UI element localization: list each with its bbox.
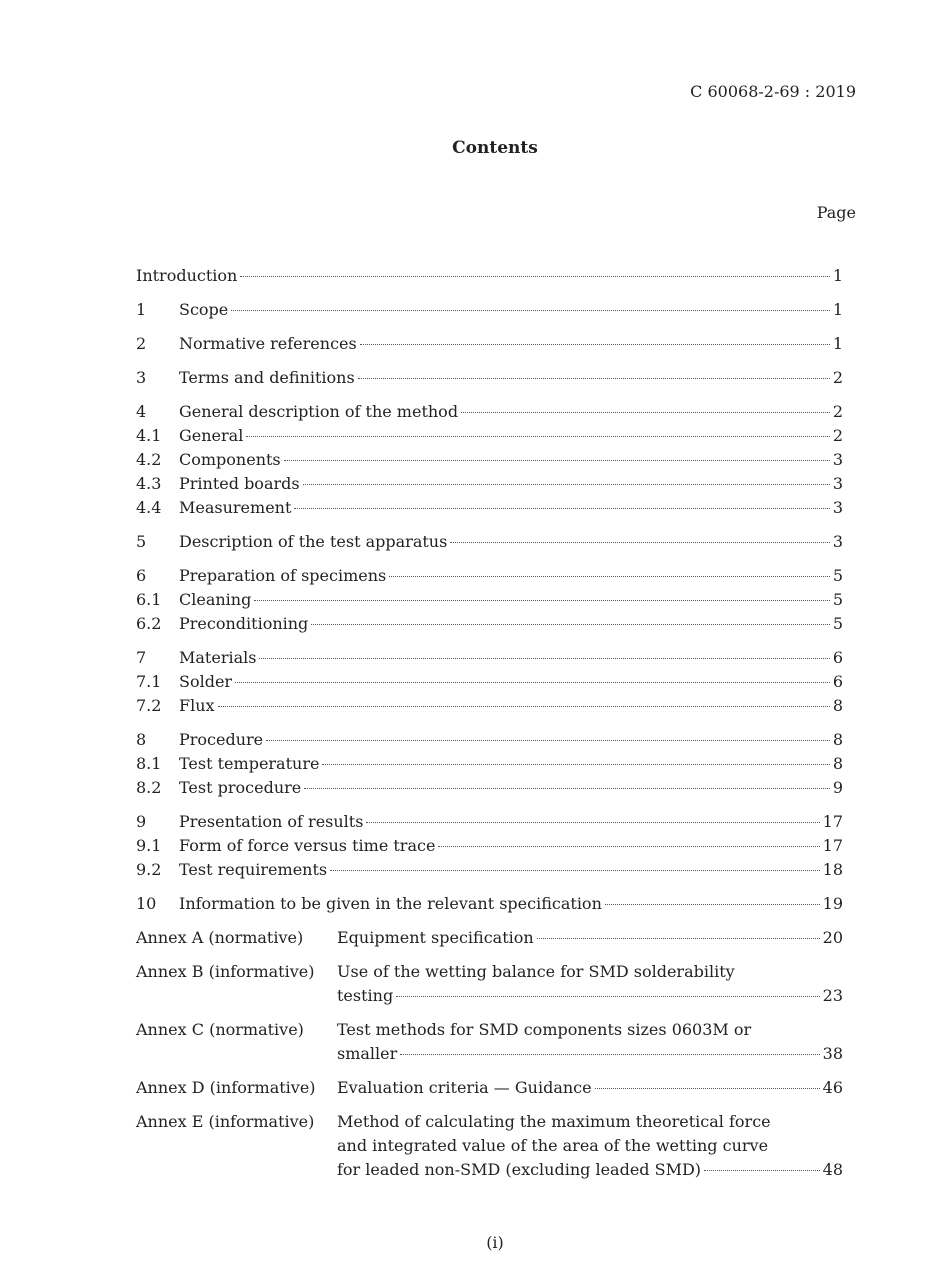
toc-entry-title: Preconditioning [179, 614, 309, 633]
toc-entry-page: 2 [832, 426, 843, 445]
annex-page: 23 [822, 986, 843, 1005]
toc-entry-title: Scope [179, 300, 229, 319]
toc-entry-title: Preparation of specimens [179, 566, 387, 585]
toc-entry-page: 8 [832, 730, 843, 749]
dot-leader [396, 996, 819, 997]
dot-leader [450, 542, 830, 543]
dot-leader [294, 508, 829, 509]
toc-entry-number: 1 [136, 300, 147, 319]
toc-entry-page: 8 [832, 696, 843, 715]
annex-label: Annex B (informative) [136, 962, 315, 981]
dot-leader [537, 938, 820, 939]
annex-entry[interactable] [136, 1110, 843, 1182]
toc-entry-number: 9.1 [136, 836, 162, 855]
toc-entry[interactable] [136, 530, 843, 554]
dot-leader [461, 412, 830, 413]
annex-entry[interactable] [136, 960, 843, 1008]
toc-entry[interactable] [136, 612, 843, 636]
toc-entry-title: Presentation of results [179, 812, 364, 831]
annex-title-line: Equipment specification [337, 928, 534, 947]
toc-entry-page: 17 [822, 836, 843, 855]
annex-label: Annex E (informative) [136, 1112, 315, 1131]
annex-title-line: and integrated value of the area of the wetting curve [337, 1136, 769, 1155]
toc-entry-title: Solder [179, 672, 233, 691]
toc-entry-title: Printed boards [179, 474, 300, 493]
toc-entry[interactable] [136, 472, 843, 496]
toc-entry-number: 8.2 [136, 778, 162, 797]
annex-page: 46 [822, 1078, 843, 1097]
toc-entry-page: 5 [832, 614, 843, 633]
toc-entry-number: 5 [136, 532, 147, 551]
toc-group [136, 646, 843, 718]
table-of-contents [136, 264, 843, 1192]
toc-entry-number: 4.3 [136, 474, 162, 493]
toc-entry-number: 4 [136, 402, 147, 421]
toc-entry[interactable] [136, 646, 843, 670]
toc-entry-number: 7.1 [136, 672, 162, 691]
dot-leader [360, 344, 830, 345]
dot-leader [303, 484, 830, 485]
dot-leader [389, 576, 830, 577]
toc-entry-number: 9 [136, 812, 147, 831]
dot-leader [704, 1170, 820, 1171]
toc-entry-title: Test requirements [179, 860, 328, 879]
toc-entry-title: Materials [179, 648, 257, 667]
toc-entry-title: Information to be given in the relevant specification [179, 894, 602, 913]
dot-leader [284, 460, 830, 461]
toc-entry-page: 6 [832, 672, 843, 691]
annex-entry[interactable] [136, 1018, 843, 1066]
toc-entry[interactable] [136, 752, 843, 776]
toc-entry-title: Normative references [179, 334, 357, 353]
dot-leader [400, 1054, 819, 1055]
toc-entry[interactable] [136, 424, 843, 448]
dot-leader [246, 436, 829, 437]
toc-entry-number: 6.2 [136, 614, 162, 633]
toc-group [136, 530, 843, 554]
toc-entry[interactable] [136, 694, 843, 718]
toc-entry-page: 1 [832, 266, 843, 285]
dot-leader [235, 682, 830, 683]
toc-entry[interactable] [136, 366, 843, 390]
toc-entry-title: Flux [179, 696, 215, 715]
dot-leader [254, 600, 829, 601]
dot-leader [605, 904, 820, 905]
toc-entry-number: 4.4 [136, 498, 162, 517]
toc-entry-number: 4.2 [136, 450, 162, 469]
toc-entry-number: 2 [136, 334, 147, 353]
toc-entry-page: 5 [832, 590, 843, 609]
toc-entry[interactable] [136, 892, 843, 916]
toc-group [136, 264, 843, 288]
toc-entry-page: 3 [832, 498, 843, 517]
page-column-label: Page [816, 203, 856, 222]
toc-entry-number: 6 [136, 566, 147, 585]
toc-entry[interactable] [136, 670, 843, 694]
toc-entry[interactable] [136, 776, 843, 800]
dot-leader [438, 846, 819, 847]
dot-leader [304, 788, 830, 789]
toc-entry-title: Test temperature [179, 754, 320, 773]
toc-entry-page: 3 [832, 450, 843, 469]
toc-entry-number: 4.1 [136, 426, 162, 445]
annex-title-line: Evaluation criteria — Guidance [337, 1078, 592, 1097]
toc-entry[interactable] [136, 810, 843, 834]
annex-page: 38 [822, 1044, 843, 1063]
toc-entry-title: Procedure [179, 730, 264, 749]
toc-entry-number: 10 [136, 894, 157, 913]
page-title: Contents [452, 138, 538, 158]
toc-entry-number: 9.2 [136, 860, 162, 879]
annex-entry[interactable] [136, 926, 843, 950]
dot-leader [240, 276, 829, 277]
toc-entry[interactable] [136, 496, 843, 520]
toc-entry-page: 1 [832, 300, 843, 319]
annex-page: 48 [822, 1160, 843, 1179]
toc-entry[interactable] [136, 332, 843, 356]
toc-entry[interactable] [136, 264, 843, 288]
toc-entry-page: 3 [832, 474, 843, 493]
toc-entry[interactable] [136, 858, 843, 882]
toc-entry-title: Measurement [179, 498, 292, 517]
toc-entry-page: 9 [832, 778, 843, 797]
toc-entry[interactable] [136, 588, 843, 612]
document-id: C 60068-2-69 : 2019 [690, 82, 856, 101]
toc-entry-number: 8.1 [136, 754, 162, 773]
toc-entry-number: 6.1 [136, 590, 162, 609]
annex-title-line: Test methods for SMD components sizes 0603M or [337, 1020, 752, 1039]
toc-entry-number: Introduction [136, 266, 238, 285]
toc-group [136, 892, 843, 916]
dot-leader [311, 624, 830, 625]
toc-entry-number: 7.2 [136, 696, 162, 715]
toc-entry[interactable] [136, 728, 843, 752]
toc-entry[interactable] [136, 834, 843, 858]
toc-group [136, 810, 843, 882]
toc-entry-page: 1 [832, 334, 843, 353]
toc-entry-page: 8 [832, 754, 843, 773]
dot-leader [266, 740, 830, 741]
annex-label: Annex C (normative) [136, 1020, 304, 1039]
annex-page: 20 [822, 928, 843, 947]
toc-group [136, 298, 843, 322]
dot-leader [330, 870, 820, 871]
toc-group [136, 366, 843, 390]
toc-entry[interactable] [136, 448, 843, 472]
toc-entry-page: 2 [832, 402, 843, 421]
toc-group [136, 400, 843, 520]
toc-entry-page: 18 [822, 860, 843, 879]
toc-group [136, 728, 843, 800]
toc-group [136, 332, 843, 356]
toc-entry-page: 2 [832, 368, 843, 387]
toc-entry-title: Test procedure [179, 778, 302, 797]
page-number: (i) [486, 1233, 504, 1252]
annex-title-line: for leaded non-SMD (excluding leaded SMD) [337, 1160, 702, 1179]
annex-label: Annex D (informative) [136, 1078, 316, 1097]
dot-leader [218, 706, 830, 707]
dot-leader [322, 764, 829, 765]
annex-title-line: Method of calculating the maximum theoretical force [337, 1112, 771, 1131]
annex-title-line: smaller [337, 1044, 398, 1063]
toc-entry[interactable] [136, 564, 843, 588]
dot-leader [231, 310, 830, 311]
dot-leader [366, 822, 819, 823]
toc-entry[interactable] [136, 298, 843, 322]
toc-group [136, 564, 843, 636]
toc-entry-page: 5 [832, 566, 843, 585]
toc-entry-page: 17 [822, 812, 843, 831]
toc-entry-page: 19 [822, 894, 843, 913]
toc-entry-page: 3 [832, 532, 843, 551]
toc-entry-title: General description of the method [179, 402, 459, 421]
toc-entry-title: Description of the test apparatus [179, 532, 448, 551]
toc-entry-number: 7 [136, 648, 147, 667]
toc-entry[interactable] [136, 400, 843, 424]
toc-entry-title: Form of force versus time trace [179, 836, 436, 855]
toc-entry-title: General [179, 426, 244, 445]
dot-leader [595, 1088, 820, 1089]
annex-entry[interactable] [136, 1076, 843, 1100]
annex-label: Annex A (normative) [136, 928, 304, 947]
dot-leader [259, 658, 829, 659]
toc-entry-title: Cleaning [179, 590, 252, 609]
toc-entry-number: 3 [136, 368, 147, 387]
annex-title-line: Use of the wetting balance for SMD solderability [337, 962, 735, 981]
toc-entry-page: 6 [832, 648, 843, 667]
toc-entry-title: Terms and definitions [179, 368, 355, 387]
toc-entry-number: 8 [136, 730, 147, 749]
toc-entry-title: Components [179, 450, 281, 469]
annex-title-line: testing [337, 986, 394, 1005]
dot-leader [358, 378, 830, 379]
